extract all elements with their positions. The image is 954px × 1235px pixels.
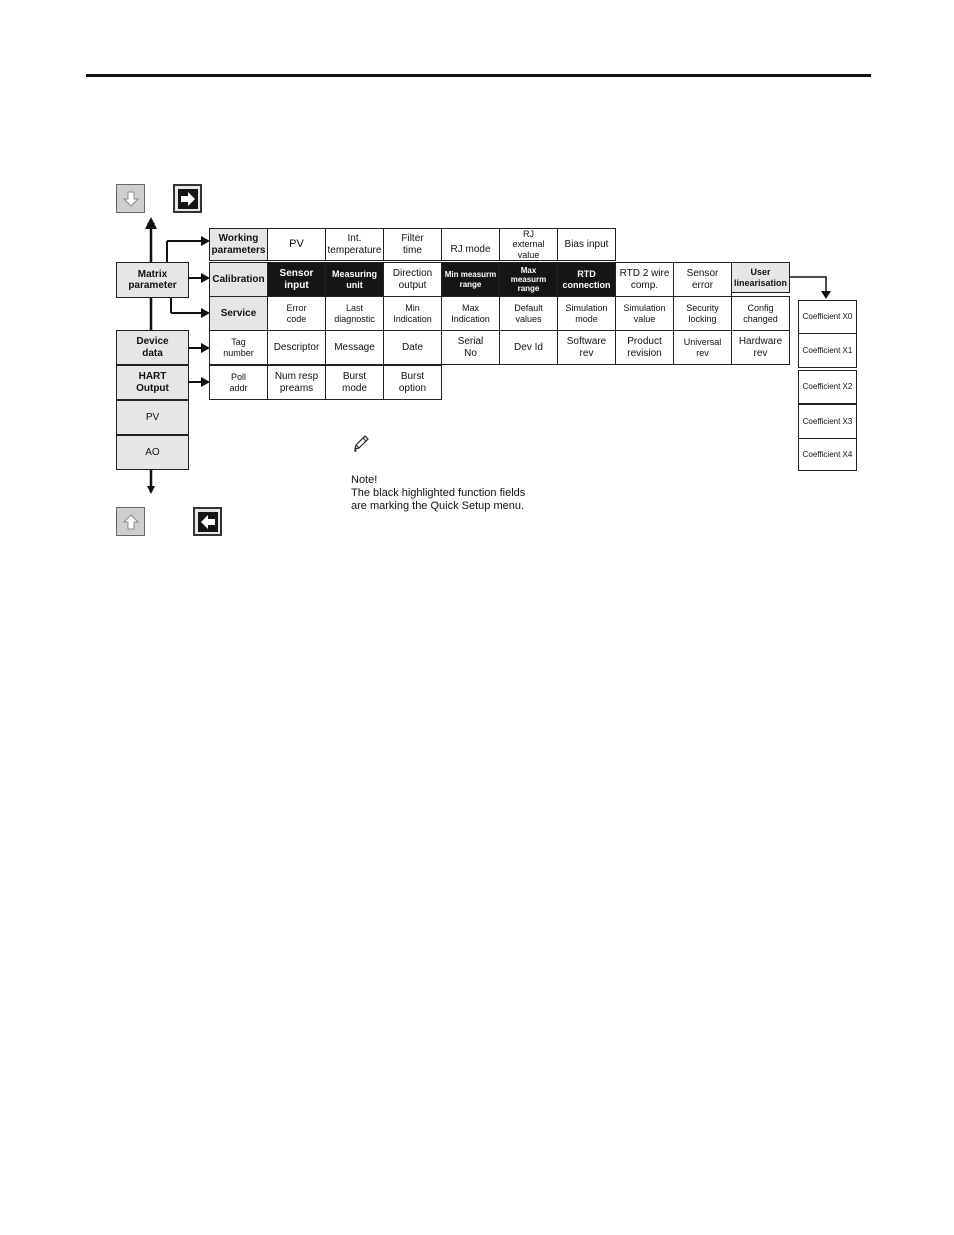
field-config-changed[interactable]: Config changed: [731, 296, 790, 331]
field-simulation-mode[interactable]: Simulation mode: [557, 296, 616, 331]
field-num-resp-preams[interactable]: Num resp preams: [267, 365, 326, 400]
menu-ao[interactable]: AO: [116, 435, 189, 470]
field-last-diagnostic[interactable]: Last diagnostic: [325, 296, 384, 331]
menu-user-linearisation[interactable]: User linearisation: [731, 262, 790, 293]
field-error-code[interactable]: Error code: [267, 296, 326, 331]
field-default-values[interactable]: Default values: [499, 296, 558, 331]
field-universal-rev[interactable]: Universal rev: [673, 330, 732, 365]
field-filter-time[interactable]: Filter time: [383, 228, 442, 261]
menu-device-data[interactable]: Device data: [116, 330, 189, 365]
field-date[interactable]: Date: [383, 330, 442, 365]
menu-service[interactable]: Service: [209, 296, 268, 331]
field-serial-no[interactable]: Serial No: [441, 330, 500, 365]
menu-working-parameters[interactable]: Working parameters: [209, 228, 268, 261]
field-rtd-2-wire-comp[interactable]: RTD 2 wire comp.: [615, 262, 674, 297]
field-rtd-connection[interactable]: RTD connection: [557, 262, 616, 297]
field-software-rev[interactable]: Software rev: [557, 330, 616, 365]
menu-hart-output[interactable]: HART Output: [116, 365, 189, 400]
field-tag-number[interactable]: Tag number: [209, 330, 268, 365]
note-block: [351, 474, 525, 513]
field-sensor-input[interactable]: Sensor input: [267, 262, 326, 297]
field-burst-mode[interactable]: Burst mode: [325, 365, 384, 400]
field-sensor-error[interactable]: Sensor error: [673, 262, 732, 297]
field-coefficient-x1[interactable]: Coefficient X1: [798, 333, 857, 368]
field-measuring-unit[interactable]: Measuring unit: [325, 262, 384, 297]
note-title: Note!: [351, 474, 378, 486]
menu-matrix-parameter[interactable]: Matrix parameter: [116, 262, 189, 298]
field-simulation-value[interactable]: Simulation value: [615, 296, 674, 331]
field-min-indication[interactable]: Min Indication: [383, 296, 442, 331]
field-pv[interactable]: PV: [267, 228, 326, 261]
field-rj-mode[interactable]: RJ mode: [441, 228, 500, 261]
field-product-revision[interactable]: Product revision: [615, 330, 674, 365]
field-bias-input[interactable]: Bias input: [557, 228, 616, 261]
field-min-measurm-range[interactable]: Min measurm range: [441, 262, 500, 297]
field-dev-id[interactable]: Dev Id: [499, 330, 558, 365]
field-message[interactable]: Message: [325, 330, 384, 365]
note-text: The black highlighted function fields are marking the Quick Setup menu.: [351, 487, 526, 512]
field-poll-addr[interactable]: Poll addr: [209, 365, 268, 400]
field-coefficient-x4[interactable]: Coefficient X4: [798, 438, 857, 471]
field-burst-option[interactable]: Burst option: [383, 365, 442, 400]
field-security-locking[interactable]: Security locking: [673, 296, 732, 331]
pencil-icon: [352, 434, 372, 454]
menu-pv[interactable]: PV: [116, 400, 189, 435]
field-hardware-rev[interactable]: Hardware rev: [731, 330, 790, 365]
menu-calibration[interactable]: Calibration: [209, 262, 268, 297]
field-max-measurm-range[interactable]: Max measurm range: [499, 262, 558, 297]
field-descriptor[interactable]: Descriptor: [267, 330, 326, 365]
field-direction-output[interactable]: Direction output: [383, 262, 442, 297]
field-coefficient-x0[interactable]: Coefficient X0: [798, 300, 857, 334]
field-rj-external-value[interactable]: RJ external value: [499, 228, 558, 261]
field-int-temperature[interactable]: Int. temperature: [325, 228, 384, 261]
field-coefficient-x2[interactable]: Coefficient X2: [798, 370, 857, 404]
field-coefficient-x3[interactable]: Coefficient X3: [798, 404, 857, 439]
field-max-indication[interactable]: Max Indication: [441, 296, 500, 331]
